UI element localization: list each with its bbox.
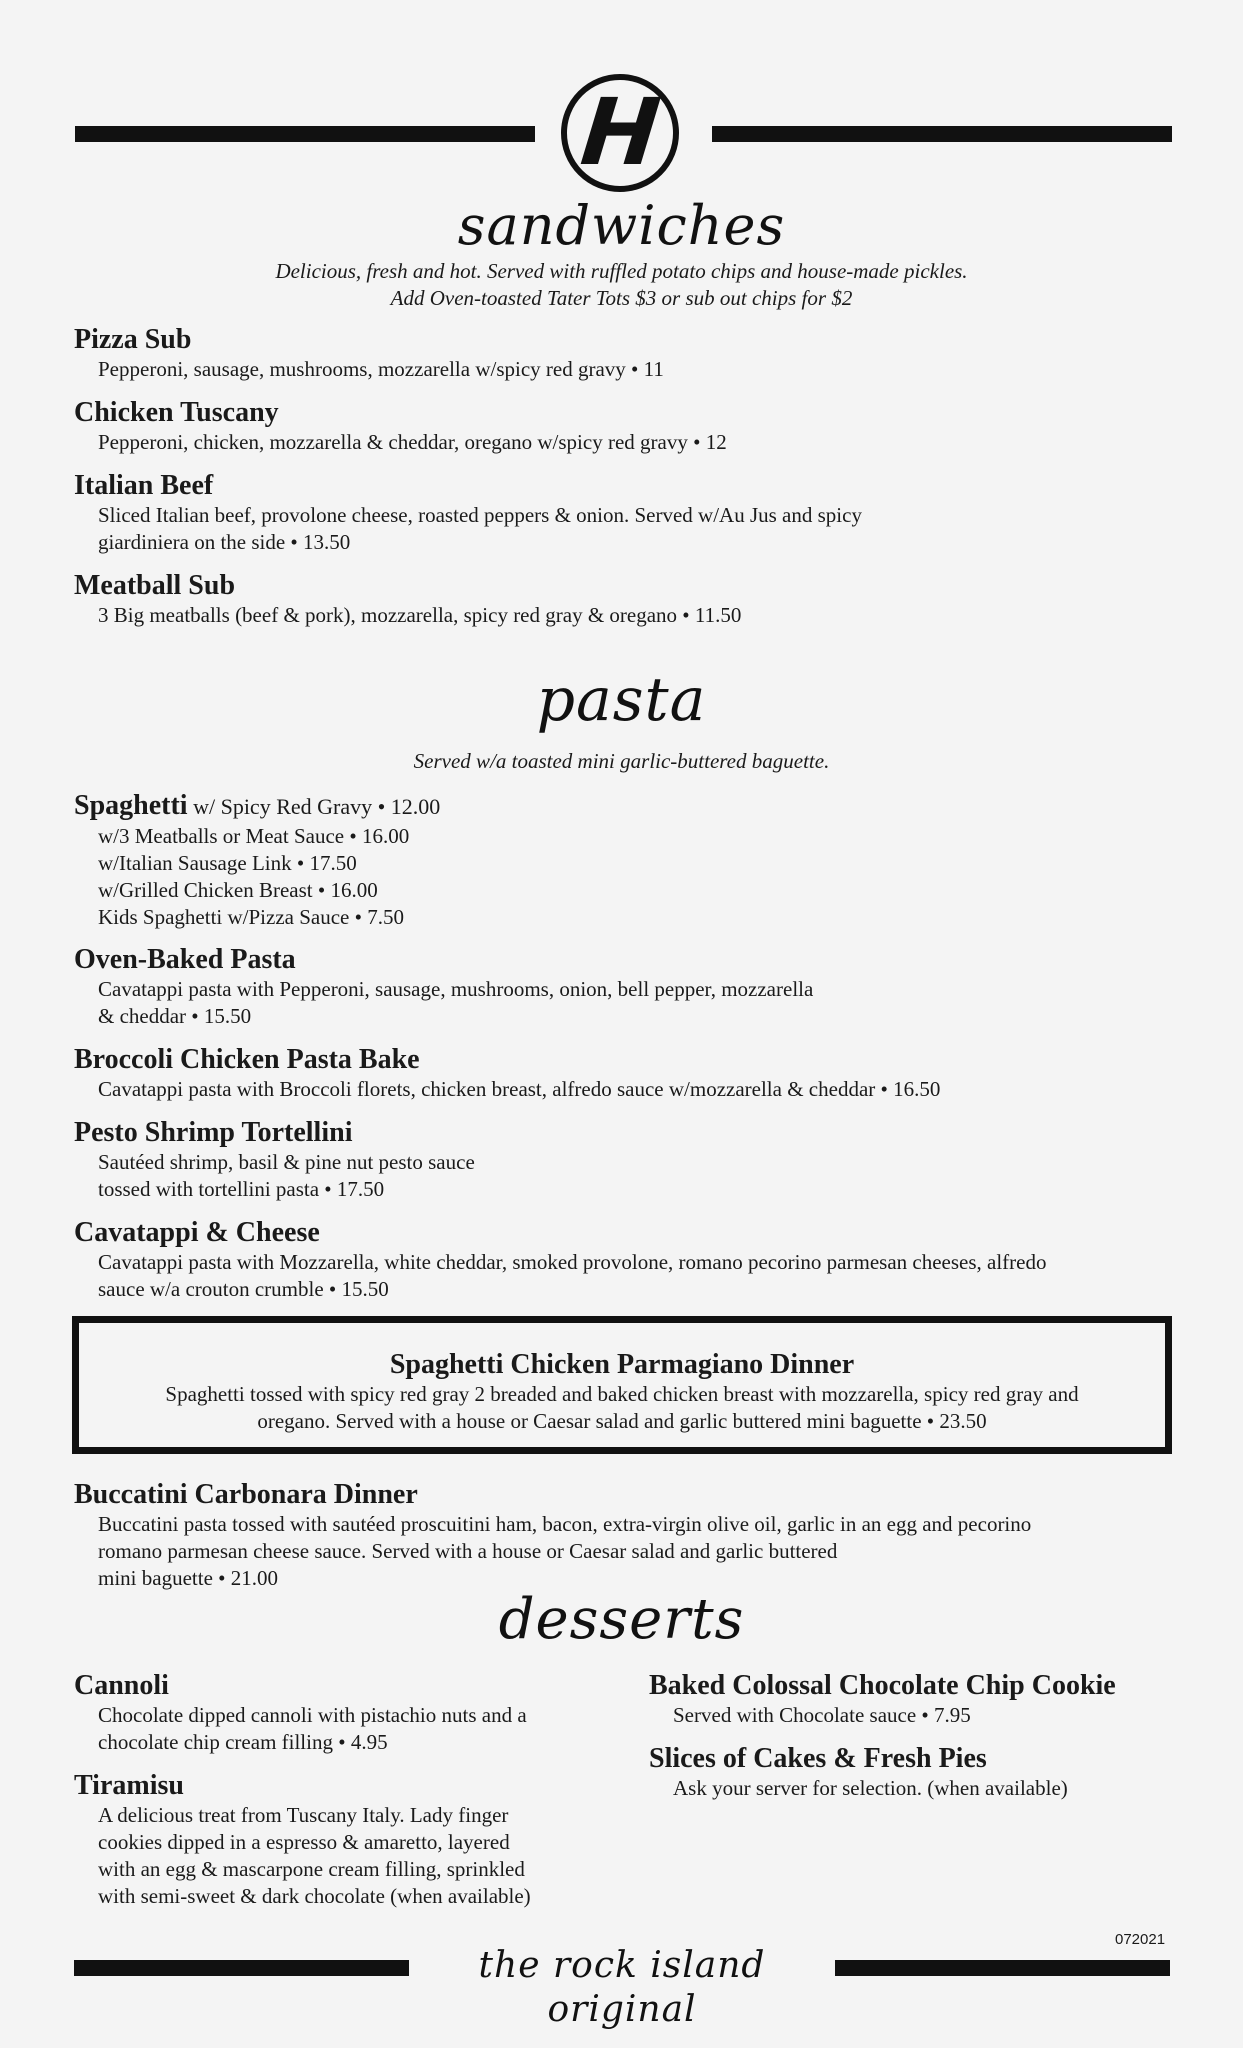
sandwiches-description: Delicious, fresh and hot. Served with ruffled potato chips and house-made pickles. Add Oven-toasted Tater Tots $3 or sub out chips for $2 <box>275 259 968 310</box>
menu-item-pesto-shrimp-tortellini: Pesto Shrimp Tortellini Sautéed shrimp, basil & pine nut pesto sauce tossed with tortellini pasta • 17.50 <box>74 1117 475 1201</box>
featured-dinner-desc-2: oregano. Served with a house or Caesar salad and garlic buttered mini baguette • 23.50 <box>257 1409 987 1433</box>
pasta-heading: pasta <box>536 665 707 735</box>
menu-item-broccoli-chicken-pasta-bake: Broccoli Chicken Pasta Bake Cavatappi pasta with Broccoli florets, chicken breast, alfredo sauce w/mozzarella & cheddar • 16.50 <box>74 1044 941 1101</box>
menu-item-pizza-sub: Pizza Sub Pepperoni, sausage, mushrooms, mozzarella w/spicy red gravy • 11 <box>74 324 664 381</box>
featured-dinner-desc-1: Spaghetti tossed with spicy red gray 2 breaded and baked chicken breast with mozzarella, spicy red gray and <box>165 1382 1079 1406</box>
menu-item-cakes-pies: Slices of Cakes & Fresh Pies Ask your server for selection. (when available) <box>649 1743 1068 1800</box>
featured-dinner-box <box>72 1316 1172 1454</box>
footer-bar-left <box>74 1960 409 1976</box>
menu-item-cannoli: Cannoli Chocolate dipped cannoli with pistachio nuts and a chocolate chip cream filling • 4.95 <box>74 1670 527 1754</box>
menu-item-chicken-tuscany: Chicken Tuscany Pepperoni, chicken, mozzarella & cheddar, oregano w/spicy red gravy • 12 <box>74 397 727 454</box>
footer-bar-right <box>835 1960 1170 1976</box>
menu-item-italian-beef: Italian Beef Sliced Italian beef, provolone cheese, roasted peppers & onion. Served w/Au Jus and spicy giardiniera on the side • 13.50 <box>74 470 862 554</box>
sandwiches-heading: sandwiches <box>457 194 786 257</box>
menu-item-oven-baked-pasta: Oven-Baked Pasta Cavatappi pasta with Pepperoni, sausage, mushrooms, onion, bell pepper, mozzarella & cheddar • 15.50 <box>74 944 814 1028</box>
desserts-heading: desserts <box>498 1587 745 1652</box>
menu-item-buccatini-carbonara: Buccatini Carbonara Dinner Buccatini pasta tossed with sautéed proscuitini ham, bacon, extra-virgin olive oil, garlic in an egg and pecorino romano parmesan cheese sauce. Served with a house or Caesar salad and garlic buttered mini baguette • 21.00 <box>74 1479 1032 1590</box>
menu-item-tiramisu: Tiramisu A delicious treat from Tuscany Italy. Lady finger cookies dipped in a espresso & amaretto, layered with an egg & mascarpone cream filling, sprinkled with semi-sweet & dark chocolate (when available) <box>74 1770 531 1908</box>
h-logo-icon: H <box>561 74 679 192</box>
pasta-description: Served w/a toasted mini garlic-buttered baguette. <box>413 749 830 773</box>
featured-dinner-name: Spaghetti Chicken Parmagiano Dinner <box>389 1349 855 1380</box>
menu-item-meatball-sub: Meatball Sub 3 Big meatballs (beef & pork), mozzarella, spicy red gray & oregano • 11.50 <box>74 570 742 627</box>
header-bar-left <box>75 126 535 142</box>
header-bar-right <box>712 126 1172 142</box>
menu-item-cavatappi-cheese: Cavatappi & Cheese Cavatappi pasta with Mozzarella, white cheddar, smoked provolone, romano pecorino parmesan cheeses, alfredo sauce w/a crouton crumble • 15.50 <box>74 1217 1047 1301</box>
footer-tagline: the rock island original <box>478 1945 766 2030</box>
menu-item-chocolate-chip-cookie: Baked Colossal Chocolate Chip Cookie Served with Chocolate sauce • 7.95 <box>649 1670 1116 1727</box>
menu-item-spaghetti: Spaghetti w/ Spicy Red Gravy • 12.00 w/3 Meatballs or Meat Sauce • 16.00 w/Italian Sausage Link • 17.50 w/Grilled Chicken Breast • 16.00 Kids Spaghetti w/Pizza Sauce • 7.50 <box>74 790 441 929</box>
menu-code: 072021 <box>1115 1931 1166 1948</box>
